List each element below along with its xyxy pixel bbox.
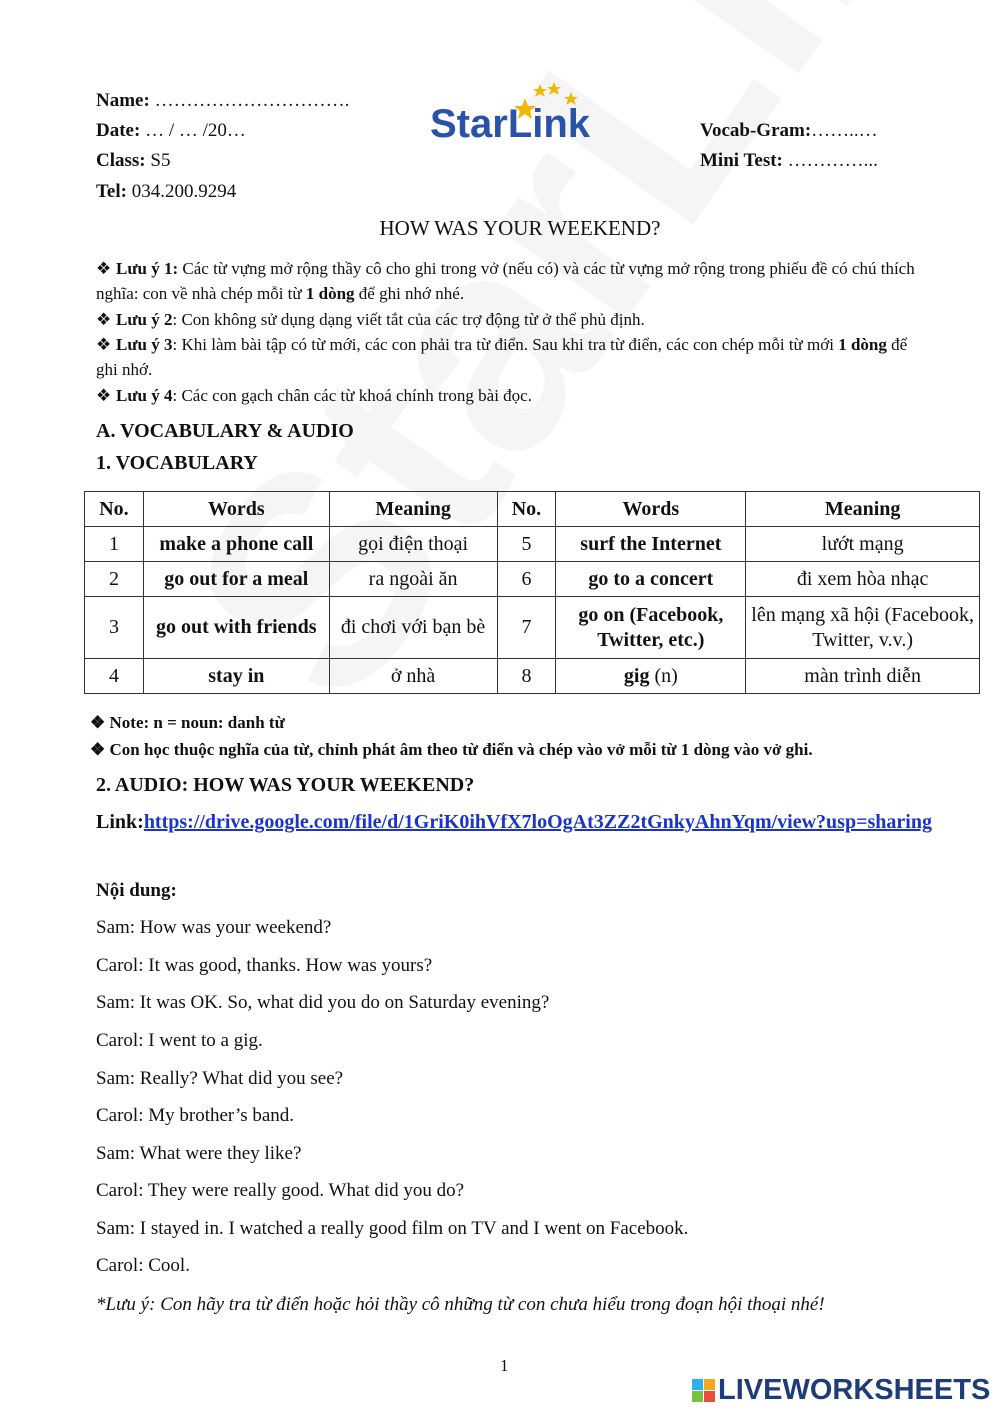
date-line bbox=[96, 120, 246, 142]
cell-no: 2 bbox=[85, 562, 144, 597]
content-label: Nội dung: bbox=[96, 880, 177, 901]
cell-word: go out for a meal bbox=[143, 562, 329, 597]
table-row bbox=[85, 527, 980, 562]
note-noun-text: Note: n = noun: danh từ bbox=[109, 713, 285, 732]
diamond-bullet-icon: ❖ bbox=[96, 259, 112, 278]
audio-link[interactable]: https://drive.google.com/file/d/1GriK0ihVfX7loOgAt3ZZ2tGnkyAhnYqm/view?usp=sharing bbox=[143, 811, 932, 833]
cell-no: 8 bbox=[497, 659, 556, 694]
cell-no: 3 bbox=[85, 597, 144, 659]
diamond-bullet-icon: ❖ bbox=[90, 713, 110, 732]
name-label: Name: bbox=[96, 90, 150, 111]
section-2-heading: 2. AUDIO: HOW WAS YOUR WEEKEND? bbox=[96, 774, 475, 796]
logo-text: StarLink bbox=[430, 102, 591, 146]
cell-word-bold: gig bbox=[623, 664, 650, 687]
table-row bbox=[85, 659, 980, 694]
section-a-heading: A. VOCABULARY & AUDIO bbox=[96, 420, 354, 442]
dialogue-line: Carol: They were really good. What did you do? bbox=[96, 1180, 465, 1201]
header-meaning: Meaning bbox=[329, 492, 497, 527]
mini-test-label: Mini Test: bbox=[700, 150, 783, 171]
table-row bbox=[85, 597, 980, 659]
audio-link-line bbox=[96, 810, 936, 835]
header-no: No. bbox=[85, 492, 144, 527]
note-study-text: Con học thuộc nghĩa của từ, chỉnh phát âm theo từ điển và chép vào vở mỗi từ 1 dòng vào vở ghi. bbox=[109, 740, 813, 759]
note-bold: 1 dòng bbox=[305, 284, 355, 303]
dialogue-line: Sam: I stayed in. I watched a really good film on TV and I went on Facebook. bbox=[96, 1218, 689, 1239]
dialogue-line: Sam: What were they like? bbox=[96, 1143, 302, 1164]
date-label: Date: bbox=[96, 120, 141, 141]
cell-no: 4 bbox=[85, 659, 144, 694]
cell-no: 1 bbox=[85, 527, 144, 562]
page-number: 1 bbox=[500, 1356, 509, 1375]
vocab-gram-value: ……..… bbox=[811, 120, 878, 141]
header-meaning: Meaning bbox=[746, 492, 980, 527]
name-value: …………………………. bbox=[154, 90, 350, 111]
diamond-bullet-icon: ❖ bbox=[90, 740, 110, 759]
header-words: Words bbox=[143, 492, 329, 527]
note-1 bbox=[96, 256, 916, 306]
link-label: Link: bbox=[96, 811, 144, 833]
note-noun bbox=[90, 713, 285, 733]
diamond-bullet-icon: ❖ bbox=[96, 310, 112, 329]
cell-word: go out with friends bbox=[143, 597, 329, 659]
cell-word: make a phone call bbox=[143, 527, 329, 562]
cell-word bbox=[556, 659, 746, 694]
note-label: Lưu ý 3 bbox=[116, 335, 173, 354]
class-line bbox=[96, 150, 170, 172]
dialogue-line: Carol: It was good, thanks. How was yours? bbox=[96, 955, 433, 976]
cell-meaning: ở nhà bbox=[329, 659, 497, 694]
table-row bbox=[85, 562, 980, 597]
cell-no: 6 bbox=[497, 562, 556, 597]
header-words: Words bbox=[556, 492, 746, 527]
class-label: Class: bbox=[96, 150, 146, 171]
note-label: Lưu ý 1: bbox=[116, 259, 179, 278]
cell-meaning: đi chơi với bạn bè bbox=[329, 597, 497, 659]
header-no: No. bbox=[497, 492, 556, 527]
liveworksheets-logo-icon bbox=[692, 1379, 716, 1403]
vocab-table bbox=[84, 491, 980, 694]
tel-line bbox=[96, 181, 236, 203]
class-value: S5 bbox=[150, 150, 171, 171]
note-bold: 1 dòng bbox=[838, 335, 887, 354]
cell-no: 5 bbox=[497, 527, 556, 562]
note-study bbox=[90, 740, 813, 760]
tel-label: Tel: bbox=[96, 181, 127, 202]
cell-word: stay in bbox=[143, 659, 329, 694]
note-text: để ghi nhớ nhé. bbox=[354, 284, 465, 303]
footnote: *Lưu ý: Con hãy tra từ điển hoặc hỏi thầy cô những từ con chưa hiểu trong đoạn hội thoại nhé! bbox=[96, 1294, 825, 1315]
cell-meaning: ra ngoài ăn bbox=[329, 562, 497, 597]
note-4 bbox=[96, 383, 916, 408]
dialogue-line: Carol: Cool. bbox=[96, 1255, 190, 1276]
cell-meaning: gọi điện thoại bbox=[329, 527, 497, 562]
date-value: … / … /20… bbox=[145, 120, 246, 141]
note-label: Lưu ý 4 bbox=[116, 386, 173, 405]
cell-word: surf the Internet bbox=[556, 527, 746, 562]
cell-meaning: lướt mạng bbox=[746, 527, 980, 562]
cell-word: go on (Facebook, Twitter, etc.) bbox=[556, 597, 746, 659]
diamond-bullet-icon: ❖ bbox=[96, 386, 112, 405]
vocab-gram-label: Vocab-Gram: bbox=[700, 120, 812, 141]
starlink-logo bbox=[430, 80, 640, 155]
dialogue-line: Sam: How was your weekend? bbox=[96, 917, 332, 938]
dialogue-line: Carol: My brother’s band. bbox=[96, 1105, 295, 1126]
dialogue-line: Sam: Really? What did you see? bbox=[96, 1068, 344, 1089]
page-title: HOW WAS YOUR WEEKEND? bbox=[379, 216, 661, 240]
note-2 bbox=[96, 307, 916, 332]
dialogue-line: Sam: It was OK. So, what did you do on Saturday evening? bbox=[96, 992, 550, 1013]
note-text: Các từ vựng mở rộng thầy cô cho ghi trong vở (nếu có) và các từ vựng mở rộng trong phiếu đề có chú thích nghĩa: con về nhà chép mỗi từ bbox=[96, 259, 915, 303]
mini-test-value: …………... bbox=[787, 150, 878, 171]
note-text: : Các con gạch chân các từ khoá chính trong bài đọc. bbox=[172, 386, 532, 405]
diamond-bullet-icon: ❖ bbox=[96, 335, 112, 354]
cell-no: 7 bbox=[497, 597, 556, 659]
cell-word: go to a concert bbox=[556, 562, 746, 597]
table-header-row bbox=[85, 492, 980, 527]
liveworksheets-text: LIVEWORKSHEETS bbox=[718, 1374, 991, 1406]
note-text: : Khi làm bài tập có từ mới, các con phải tra từ điển. Sau khi tra từ điển, các con chép mỗi từ mới bbox=[172, 335, 839, 354]
tel-value: 034.200.9294 bbox=[131, 181, 237, 202]
vocab-gram-line bbox=[700, 120, 878, 142]
cell-meaning: đi xem hòa nhạc bbox=[746, 562, 980, 597]
note-text: để ghi nhớ. bbox=[96, 335, 908, 379]
note-3 bbox=[96, 332, 916, 382]
mini-test-line bbox=[700, 150, 878, 172]
note-label: Lưu ý 2 bbox=[116, 310, 173, 329]
cell-meaning: lên mạng xã hội (Facebook, Twitter, v.v.) bbox=[746, 597, 980, 659]
dialogue-line: Carol: I went to a gig. bbox=[96, 1030, 263, 1051]
note-text: : Con không sử dụng dạng viết tắt của các trợ động từ ở thể phủ định. bbox=[172, 310, 645, 329]
name-line bbox=[96, 90, 349, 112]
cell-word-suffix: (n) bbox=[649, 664, 678, 687]
cell-meaning: màn trình diễn bbox=[746, 659, 980, 694]
section-1-heading: 1. VOCABULARY bbox=[96, 452, 258, 474]
